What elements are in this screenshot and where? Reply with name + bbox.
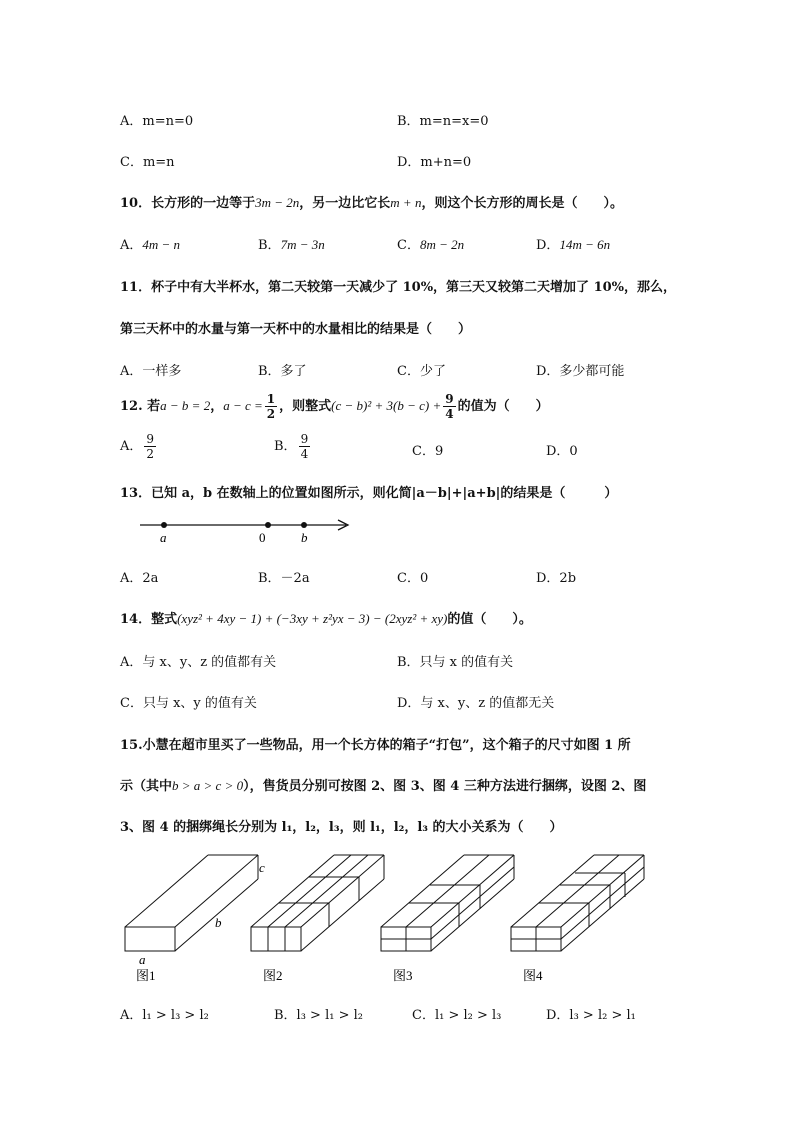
q13-stem: 13．已知 a，b 在数轴上的位置如图所示，则化简|a－b|+|a+b|的结果是（ ） — [120, 486, 618, 501]
q12-option-a: A． $\frac{9}{2}$ — [120, 432, 155, 461]
q10-option-c: C．8m − 2n — [397, 237, 465, 253]
q9-option-a: A．m=n=0 — [120, 114, 194, 129]
q11-option-b: B．多了 — [258, 364, 307, 379]
q12-option-c: C．9 — [412, 444, 444, 459]
label-a: a — [160, 530, 167, 545]
figure-4-box — [511, 855, 644, 951]
figure-2-box — [251, 855, 384, 951]
q13-option-c: C．0 — [397, 571, 429, 586]
q9-option-b: B．m=n=x=0 — [397, 114, 489, 129]
figure-1-box — [125, 855, 258, 951]
q12-stem: 12. 若a − b = 2，a − c = $\frac{1}{2}$ ，则整式(c − b)² + 3(b − c) + $\frac{9}{4}$ 的值为（ ） — [120, 392, 549, 421]
point-b — [301, 522, 307, 528]
fig1-label-c: c — [259, 860, 265, 875]
q14-option-c: C．只与 x、y 的值有关 — [120, 696, 257, 711]
q15-option-a: A．l₁ > l₃ > l₂ — [120, 1008, 209, 1023]
q14-stem: 14．整式(xyz² + 4xy − 1) + (−3xy + z²yx − 3) − (2xyz² + xy)的值（ ）。 — [120, 611, 532, 627]
q14-option-b: B．只与 x 的值有关 — [397, 655, 514, 670]
q10-option-b: B．7m − 3n — [258, 237, 325, 253]
q14-option-d: D．与 x、y、z 的值都无关 — [397, 696, 555, 711]
figure-3-box — [381, 855, 514, 951]
q11-stem-line2: 第三天杯中的水量与第一天杯中的水量相比的结果是（ ） — [120, 322, 472, 337]
point-zero — [265, 522, 271, 528]
fig1-label-a: a — [139, 952, 146, 967]
q12-option-d: D．0 — [546, 444, 578, 459]
label-zero: 0 — [259, 530, 266, 545]
box-figures — [118, 850, 658, 990]
figure-2-caption: 图2 — [263, 968, 283, 983]
q9-option-c: C．m=n — [120, 155, 175, 170]
fig1-label-b: b — [215, 915, 222, 930]
q9-option-d: D．m+n=0 — [397, 155, 472, 170]
number-line-figure — [120, 512, 370, 548]
q12-fraction-nine-fourths: $\frac{9}{4}$ — [445, 392, 454, 421]
q11-stem-line1: 11．杯子中有大半杯水，第二天较第一天减少了 10%，第三天又较第二天增加了 10%，那么， — [120, 280, 677, 295]
q10-stem: 10．长方形的一边等于3m − 2n，另一边比它长m + n，则这个长方形的周长是（ ）。 — [120, 195, 623, 211]
point-a — [161, 522, 167, 528]
q13-option-b: B．－2a — [258, 571, 310, 586]
q15-stem-line2: 示（其中b > a > c > 0），售货员分别可按图 2、图 3、图 4 三种方法进行捆绑，设图 2、图 — [120, 778, 647, 794]
q10-option-d: D．14m − 6n — [536, 237, 611, 253]
q15-option-d: D．l₃ > l₂ > l₁ — [546, 1008, 636, 1023]
q13-option-d: D．2b — [536, 571, 577, 586]
q15-option-c: C．l₁ > l₂ > l₃ — [412, 1008, 502, 1023]
q11-option-a: A．一样多 — [120, 364, 182, 379]
figure-4-caption: 图4 — [523, 968, 543, 983]
q15-stem-line3: 3、图 4 的捆绑绳长分别为 l₁，l₂，l₃，则 l₁，l₂，l₃ 的大小关系为（ ） — [120, 820, 563, 835]
figure-3-caption: 图3 — [393, 968, 413, 983]
q13-option-a: A．2a — [120, 571, 159, 586]
q10-option-a: A．4m − n — [120, 237, 181, 253]
q15-option-b: B．l₃ > l₁ > l₂ — [274, 1008, 363, 1023]
q12-fraction-half: $\frac{1}{2}$ — [266, 392, 276, 421]
q12-option-b: B． $\frac{9}{4}$ — [274, 432, 309, 461]
q11-option-d: D．多少都可能 — [536, 364, 625, 379]
label-b: b — [301, 530, 308, 545]
q15-stem-line1: 15.小慧在超市里买了一些物品，用一个长方体的箱子“打包”，这个箱子的尺寸如图 1 所 — [120, 738, 631, 753]
q14-option-a: A．与 x、y、z 的值都有关 — [120, 655, 277, 670]
figure-1-caption: 图1 — [136, 968, 156, 983]
q11-option-c: C．少了 — [397, 364, 446, 379]
